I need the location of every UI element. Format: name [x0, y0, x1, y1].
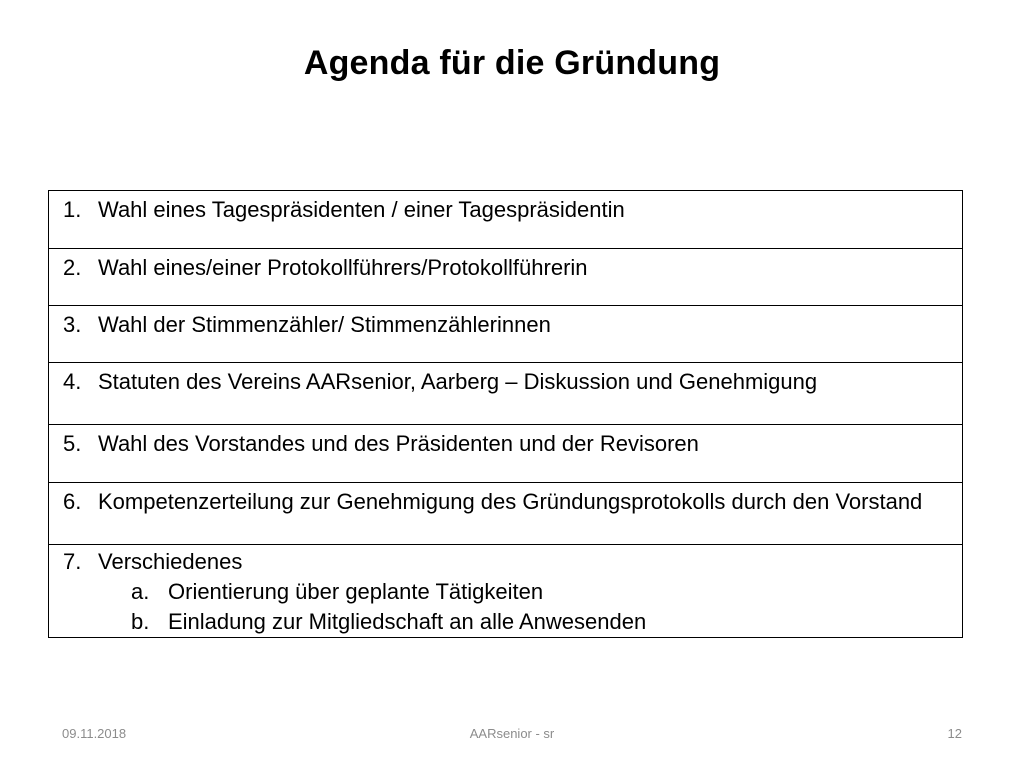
agenda-item-number: 5.	[63, 431, 82, 456]
agenda-table	[48, 190, 963, 638]
agenda-item-text: Verschiedenes	[98, 549, 243, 574]
agenda-item-text: Wahl eines/einer Protokollführers/Protokollführerin	[98, 255, 588, 280]
agenda-item-text: Kompetenzerteilung zur Genehmigung des Gründungsprotokolls durch den Vorstand	[98, 489, 923, 514]
footer-center-text: AARsenior - sr	[469, 726, 555, 741]
agenda-item-number: 4.	[63, 369, 82, 394]
agenda-item-text: Wahl eines Tagespräsidenten / einer Tagespräsidentin	[98, 197, 625, 222]
agenda-item-text: Statuten des Vereins AARsenior, Aarberg – Diskussion und Genehmigung	[98, 369, 818, 394]
agenda-item-number: 2.	[63, 255, 82, 280]
slide-title: Agenda für die Gründung	[303, 44, 721, 82]
agenda-item-number: 3.	[63, 312, 82, 337]
footer-date: 09.11.2018	[62, 726, 127, 741]
agenda-item-number: 1.	[63, 197, 82, 222]
agenda-subitem	[131, 607, 952, 637]
agenda-item-number: 7.	[63, 549, 82, 574]
agenda-subitem-letter: a.	[131, 579, 150, 604]
agenda-subitem-text: Orientierung über geplante Tätigkeiten	[168, 579, 544, 604]
agenda-row	[49, 545, 962, 639]
agenda-row	[49, 249, 962, 306]
agenda-item-number: 6.	[63, 489, 82, 514]
agenda-row	[49, 191, 962, 249]
agenda-row	[49, 306, 962, 363]
footer-page-number: 12	[947, 726, 962, 741]
agenda-item-text: Wahl der Stimmenzähler/ Stimmenzählerinnen	[98, 312, 551, 337]
agenda-subitem-text: Einladung zur Mitgliedschaft an alle Anwesenden	[168, 609, 647, 634]
agenda-row	[49, 483, 962, 545]
agenda-item-text: Wahl des Vorstandes und des Präsidenten und der Revisoren	[98, 431, 699, 456]
agenda-subitem	[131, 577, 952, 607]
agenda-subitem-letter: b.	[131, 609, 150, 634]
agenda-row	[49, 425, 962, 483]
agenda-row	[49, 363, 962, 425]
